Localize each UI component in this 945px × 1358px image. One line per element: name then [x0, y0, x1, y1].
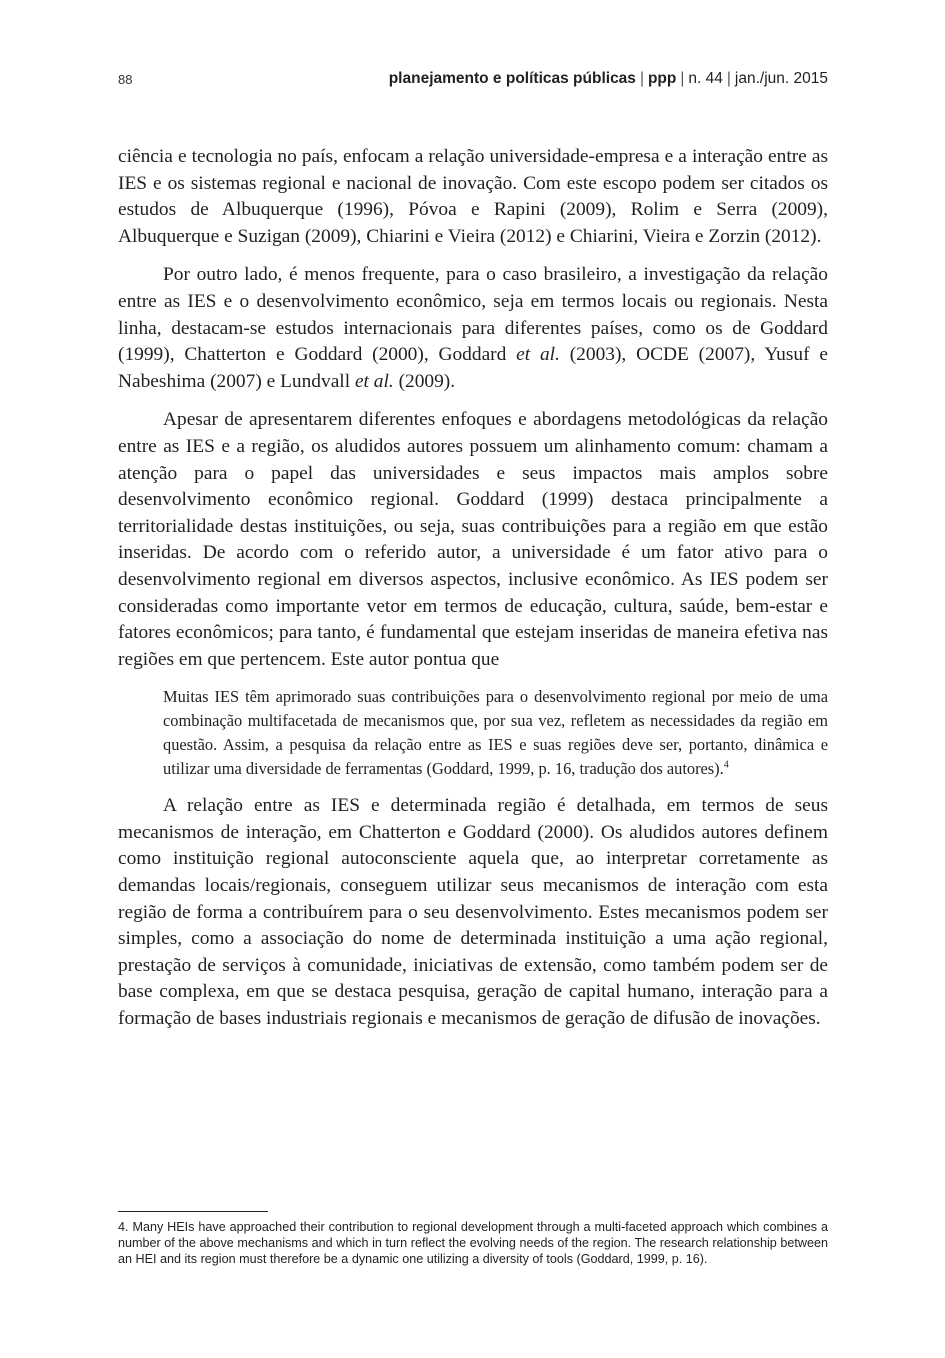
- paragraph-text: (2009).: [393, 370, 456, 392]
- issue-number: n. 44: [688, 70, 723, 87]
- footnote-marker[interactable]: 4: [723, 759, 729, 771]
- journal-abbreviation: ppp: [647, 70, 677, 87]
- italic-et-al: et al.: [516, 344, 560, 366]
- quote-text: Muitas IES têm aprimorado suas contribuições para o desenvolvimento regional por meio de uma combinação multifacetada de mecanismos que, por sua vez, refletem as necessidades da região em questão. Assim, a pesquisa da relação entre as IES e suas regiões deve ser, portanto, dinâmica e utilizar uma diversidade de ferramentas (Goddard, 1999, p. 16, tradução dos autores).: [163, 687, 828, 779]
- paragraph: A relação entre as IES e determinada região é detalhada, em termos de seus mecanismos de interação, em Chatterton e Goddard (2000). Os aludidos autores definem como instituição regional autoconsciente aquela que, ao interpretar corretamente as demandas locais/regionais, conseguem utilizar seus mecanismos de interação com esta região de forma a contribuírem para o seu desenvolvimento. Estes mecanismos podem ser simples, como a associação do nome de determinada instituição a uma ação regional, prestação de serviços à comunidade, iniciativas de extensão, como também podem ser de base complexa, em que se destaca pesquisa, geração de capital humano, interação para a formação de bases industriais regionais e mecanismos de geração de difusão de inovações.: [118, 795, 828, 1030]
- journal-running-head: [389, 70, 828, 88]
- block-quote: [163, 685, 828, 781]
- footnote-divider: [118, 1211, 268, 1212]
- running-header: [118, 70, 828, 96]
- separator: |: [639, 70, 644, 87]
- paragraph-continued: ciência e tecnologia no país, enfocam a relação universidade-empresa e a interação entre as IES e os sistemas regional e nacional de inovação. Com este escopo podem ser citados os estudos de Albuquerque (1996), Póvoa e Rapini (2009), Rolim e Serra (2009), Albuquerque e Suzigan (2009), Chiarini e Vieira (2012) e Chiarini, Vieira e Zorzin (2012).: [118, 146, 828, 247]
- paragraph: [118, 262, 828, 395]
- italic-et-al: et al.: [354, 370, 394, 392]
- paragraph: Apesar de apresentarem diferentes enfoques e abordagens metodológicas da relação entre as IES e a região, os aludidos autores possuem um alinhamento comum: chamam a atenção para o papel das universidades e seus impactos mais amplos sobre desenvolvimento econômico regional. Goddard (1999) destaca principalmente a territorialidade destas instituições, ou seja, suas contribuições para a região em que estão inseridas. De acordo com o referido autor, a universidade é um fator ativo para o desenvolvimento regional em diversos aspectos, inclusive econômico. As IES podem ser consideradas como importante vetor em termos de educação, cultura, saúde, bem-estar e fatores econômicos; para tanto, é fundamental que estejam inseridas de maneira efetiva nas regiões em que pertencem. Este autor pontua que: [118, 409, 828, 670]
- page-number: 88: [118, 72, 133, 87]
- paragraph-text: (2003), OCDE (2007), Yusuf e Nabeshima (2007) e Lundvall: [118, 344, 828, 392]
- footnote: 4. Many HEIs have approached their contribution to regional development through a multi-faceted approach which combines a number of the above mechanisms and which in turn reflect the evolving needs of the region. The research relationship between an HEI and its region must therefore be a dynamic one utilizing a diversity of tools (Goddard, 1999, p. 16).: [118, 1220, 828, 1266]
- separator: |: [680, 70, 685, 87]
- journal-title: planejamento e políticas públicas: [388, 70, 636, 87]
- paragraph-text: Por outro lado, é menos frequente, para o caso brasileiro, a investigação da relação entre as IES e o desenvolvimento econômico, seja em termos locais ou regionais. Nesta linha, destacam-se estudos internacionais para diferentes países, como os de Goddard (1999), Chatterton e Goddard (2000), Goddard: [118, 264, 828, 366]
- separator: |: [726, 70, 731, 87]
- article-body: [118, 144, 828, 1045]
- issue-date: jan./jun. 2015: [734, 70, 828, 87]
